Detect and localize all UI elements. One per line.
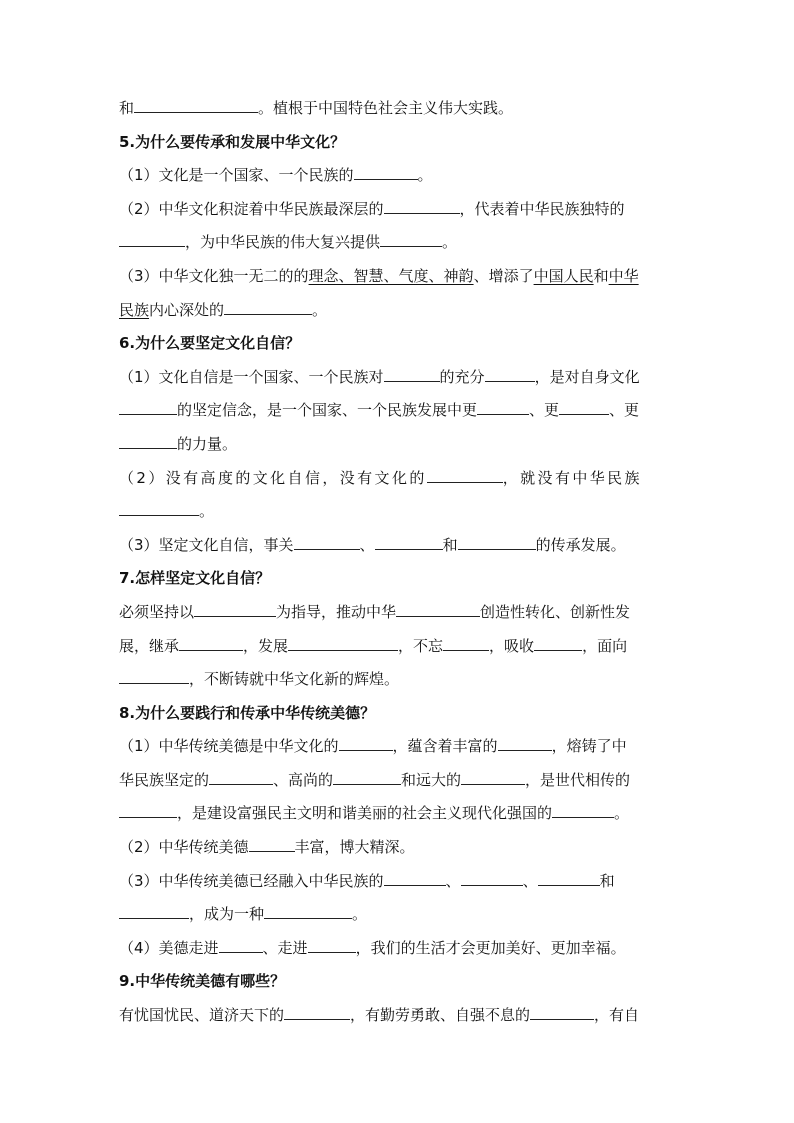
text: ，蕴含着丰富的 [392,737,498,756]
q6-p2-line1 [119,462,679,496]
fill-blank[interactable] [119,432,177,449]
text: ，我们的生活才会更加美好、更加幸福。 [355,938,626,957]
text: （1）文化自信是一个国家、一个民族对 [119,367,384,386]
text: 、更 [529,401,560,420]
text: 。 [312,300,328,319]
underlined-text: 中华 [608,266,639,285]
fill-blank[interactable] [384,365,440,382]
fill-blank[interactable] [219,936,263,953]
fill-blank[interactable] [538,869,600,886]
text: 和 [442,535,458,554]
fill-blank[interactable] [559,399,609,416]
q5-p2-line1 [119,193,679,227]
underlined-text: 理念、智慧、气度、神韵 [308,266,474,285]
fill-blank[interactable] [530,1003,594,1020]
text: ，是建设富强民主文明和谐美丽的社会主义现代化强国的 [177,804,553,823]
fill-blank[interactable] [119,399,177,416]
text: 的力量。 [177,434,238,453]
text: 丰富，博大精深。 [294,838,415,857]
underlined-text: 民族 [119,300,150,319]
q5-heading: 5.为什么要传承和发展中华文化？ [119,132,346,151]
q7-p1-line2 [119,630,679,664]
fill-blank[interactable] [119,802,177,819]
fill-blank[interactable] [119,903,189,920]
fill-blank[interactable] [308,936,356,953]
text: ，熔铸了中 [551,737,627,756]
q8-p4 [119,932,679,966]
text: 和 [119,99,135,117]
text: 的传承发展。 [535,535,626,554]
text: （2）中华传统美德 [119,838,249,857]
fill-blank[interactable] [384,869,446,886]
fill-blank[interactable] [477,399,529,416]
text: ，发展 [243,636,289,655]
text: 创造性转化、创新性发 [480,602,631,621]
q5-p2-line2 [119,226,679,260]
fill-blank[interactable] [249,835,295,852]
text: （1）文化是一个国家、一个民族的 [119,166,354,185]
q9-heading: 9.中华传统美德有哪些？ [119,972,286,991]
q6-p1-line1 [119,361,679,395]
q8-p1-line3 [119,797,679,831]
q5-p3-line1 [119,260,679,294]
text: ，吸收 [489,636,535,655]
q6-p2-line2 [119,495,679,529]
fill-blank[interactable] [552,802,614,819]
q5-p3-line2 [119,294,679,328]
underlined-text: 中国人民 [533,266,594,285]
text: 、 [522,871,538,890]
text: 。 [442,233,458,252]
fill-blank[interactable] [288,634,398,651]
q7-heading: 7.怎样坚定文化自信？ [119,569,271,588]
fill-blank[interactable] [380,231,442,248]
text: （2）中华文化积淀着中华民族最深层的 [119,199,384,218]
fill-blank[interactable] [119,499,199,516]
fill-blank[interactable] [134,96,258,113]
text: 有忧国忧民、道济天下的 [119,1006,285,1025]
fill-blank[interactable] [427,466,503,483]
fill-blank[interactable] [339,735,393,752]
fill-blank[interactable] [534,634,582,651]
text: ，是对自身文化 [534,367,640,386]
text: （4）美德走进 [119,938,219,957]
fill-blank[interactable] [461,869,523,886]
q6-p3 [119,529,679,563]
fill-blank[interactable] [354,163,418,180]
fill-blank[interactable] [461,768,525,785]
fill-blank[interactable] [498,735,552,752]
text: （1）中华传统美德是中华文化的 [119,737,339,756]
q6-p1-line2 [119,394,679,428]
fill-blank[interactable] [333,768,401,785]
text: 。 [417,166,433,185]
text: 和远大的 [401,770,462,789]
text: 、 [445,871,461,890]
text: （3）中华文化独一无二的的 [119,266,309,285]
fill-blank[interactable] [209,768,273,785]
text: （3）坚定文化自信，事关 [119,535,294,554]
fill-blank[interactable] [264,903,352,920]
q8-p3-line2 [119,898,679,932]
text: 展，继承 [119,636,180,655]
text: ，是世代相传的 [525,770,631,789]
text: ，成为一种 [189,905,265,924]
q8-heading: 8.为什么要践行和传承中华传统美德？ [119,703,376,722]
text: 内心深处的 [149,300,225,319]
fill-blank[interactable] [458,533,536,550]
fill-blank[interactable] [179,634,243,651]
text: 必须坚持以 [119,602,195,621]
q6-heading: 6.为什么要坚定文化自信？ [119,334,301,353]
text: ，有勤劳勇敢、自强不息的 [350,1006,531,1025]
worksheet-page [119,92,679,1033]
text: ，有自 [594,1006,640,1025]
text: ，不断铸就中华文化新的辉煌。 [189,670,400,689]
text: ，不忘 [398,636,444,655]
q8-p2 [119,831,679,865]
text: 华民族坚定的 [119,770,210,789]
text: 的充分 [439,367,485,386]
q4-tail-line [119,92,679,126]
text: 。 [199,502,215,521]
text: 和 [593,266,609,285]
text: （2）没有高度的文化自信，没有文化的 [119,468,427,487]
fill-blank[interactable] [224,298,312,315]
text: 。 [352,905,368,924]
fill-blank[interactable] [375,533,443,550]
text: ，面向 [582,636,628,655]
text: 、走进 [262,938,308,957]
q9-p1-line1 [119,999,679,1033]
text: ，为中华民族的伟大复兴提供 [185,233,381,252]
fill-blank[interactable] [284,1003,350,1020]
text: 和 [599,871,615,890]
text: 。植根于中国特色社会主义伟大实践。 [258,99,514,117]
text: 。 [614,804,630,823]
fill-blank[interactable] [384,197,460,214]
text: 为指导，推动中华 [276,602,397,621]
q6-p1-line3 [119,428,679,462]
q5-p1 [119,159,679,193]
fill-blank[interactable] [443,634,489,651]
q8-p1-line2 [119,764,679,798]
text: ，代表着中华民族独特的 [459,199,625,218]
fill-blank[interactable] [119,667,189,684]
text: ，就没有中华民族 [502,468,642,487]
q8-p1-line1 [119,730,679,764]
text: （3）中华传统美德已经融入中华民族的 [119,871,384,890]
q7-p1-line1 [119,596,679,630]
fill-blank[interactable] [485,365,535,382]
fill-blank[interactable] [194,600,276,617]
fill-blank[interactable] [294,533,360,550]
text: 、 [359,535,375,554]
q8-p3-line1 [119,865,679,899]
text: 、增添了 [473,266,534,285]
text: 、高尚的 [273,770,334,789]
text: 、更 [609,401,640,420]
fill-blank[interactable] [119,231,185,248]
q7-p1-line3 [119,663,679,697]
fill-blank[interactable] [396,600,480,617]
text: 的坚定信念，是一个国家、一个民族发展中更 [177,401,478,420]
